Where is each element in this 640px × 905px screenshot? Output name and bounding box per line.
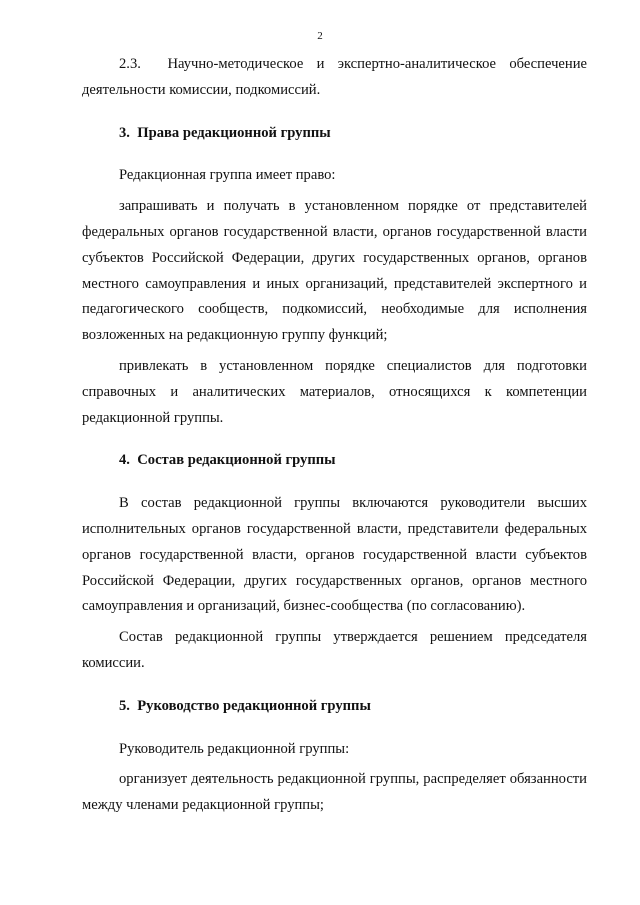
section-3-right-request: запрашивать и получать в установленном порядке от представителей федеральных органов государственной власти, органов государственной власти субъектов Российской Федерации, других государственных органов, органов местного самоуправления и иных организаций, представителей экспертного и педагогического сообществ, подкомиссий, необходимые для исполнения возложенных на редакционную группу функций; — [82, 198, 587, 344]
section-4-approval: Состав редакционной группы утверждается решением председателя комиссии. — [82, 629, 587, 671]
section-5-intro: Руководитель редакционной группы: — [119, 740, 350, 757]
section-5-organizes: организует деятельность редакционной группы, распределяет обязанности между членами редакционной группы; — [82, 771, 587, 814]
section-4-heading: 4. Состав редакционной группы — [119, 452, 336, 469]
section-3-intro: Редакционная группа имеет право: — [119, 167, 336, 184]
section-5-heading: 5. Руководство редакционной группы — [119, 697, 371, 714]
document-body — [82, 52, 587, 819]
section-3-heading: 3. Права редакционной группы — [119, 124, 331, 141]
section-4-composition: В состав редакционной группы включаются руководители высших исполнительных органов государственной власти, представители федеральных органов государственной власти, органов государственной власти субъектов Российской Федерации, других государственных органов, органов местного самоуправления и организаций, бизнес-сообщества (по согласованию). — [82, 495, 587, 615]
page-number: 2 — [317, 30, 323, 42]
paragraph-2-3: 2.3. Научно-методическое и экспертно-аналитическое обеспечение деятельности комиссии, подкомиссий. — [82, 56, 587, 98]
section-3-right-involve: привлекать в установленном порядке специалистов для подготовки справочных и аналитических материалов, относящихся к компетенции редакционной группы. — [82, 357, 587, 426]
